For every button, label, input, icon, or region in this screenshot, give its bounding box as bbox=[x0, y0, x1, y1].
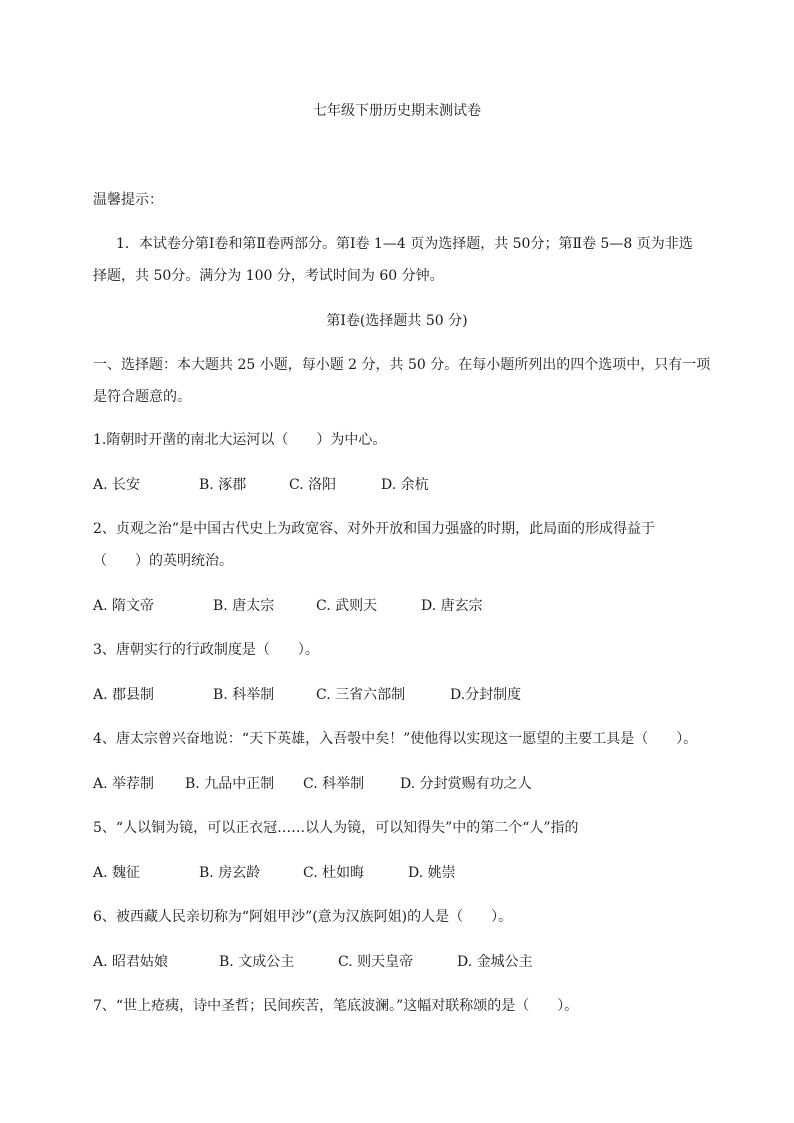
option-c: C. 三省六部制 bbox=[316, 687, 406, 703]
option-a: A. 魏征 bbox=[93, 865, 141, 881]
option-a: A. 长安 bbox=[93, 477, 141, 493]
part-instruction: 是符合题意的。 bbox=[93, 389, 191, 405]
option-d: D. 姚崇 bbox=[408, 865, 456, 881]
question-stem: （ ）的英明统治。 bbox=[93, 553, 233, 569]
option-d: D. 余杭 bbox=[381, 477, 429, 493]
option-b: B. 唐太宗 bbox=[213, 598, 275, 614]
page-title: 七年级下册历史期末测试卷 bbox=[313, 103, 481, 119]
option-d: D.分封制度 bbox=[450, 687, 522, 703]
question-stem: 6、被西藏人民亲切称为“阿姐甲沙”(意为汉族阿姐)的人是（ ）。 bbox=[93, 909, 513, 925]
option-b: B. 文成公主 bbox=[219, 954, 295, 970]
option-a: A. 郡县制 bbox=[93, 687, 155, 703]
option-c: C. 杜如晦 bbox=[303, 865, 365, 881]
option-b: B. 房玄龄 bbox=[199, 865, 261, 881]
option-b: B. 科举制 bbox=[213, 687, 275, 703]
question-stem: 1.隋朝时开凿的南北大运河以（ ）为中心。 bbox=[93, 432, 387, 448]
question-stem: 5、“人以铜为镜，可以正衣冠……以人为镜，可以知得失”中的第二个“人”指的 bbox=[93, 820, 579, 836]
question-stem: 7、“世上疮痍，诗中圣哲；民间疾苦，笔底波澜。”这幅对联称颂的是（ ）。 bbox=[93, 998, 579, 1014]
option-c: C. 则天皇帝 bbox=[338, 954, 414, 970]
tip-line: 择题，共 50分。满分为 100 分，考试时间为 60 分钟。 bbox=[93, 268, 444, 284]
option-c: C. 科举制 bbox=[303, 776, 365, 792]
question-stem: 2、贞观之治”是中国古代史上为政宽容、对外开放和国力强盛的时期，此局面的形成得益于 bbox=[93, 521, 656, 537]
part-instruction: 一、选择题：本大题共 25 小题，每小题 2 分，共 50 分。在每小题所列出的四个选项中，只有一项 bbox=[93, 357, 711, 373]
tip-line: 1．本试卷分第Ⅰ卷和第Ⅱ卷两部分。第Ⅰ卷 1—4 页为选择题，共 50分；第Ⅱ卷 5—8 页为非选 bbox=[116, 236, 693, 252]
question-stem: 3、唐朝实行的行政制度是（ ）。 bbox=[93, 642, 319, 658]
option-b: B. 涿郡 bbox=[199, 477, 247, 493]
option-b: B. 九品中正制 bbox=[185, 776, 275, 792]
option-a: A. 隋文帝 bbox=[93, 598, 155, 614]
option-a: A. 昭君姑娘 bbox=[93, 954, 169, 970]
option-a: A. 举荐制 bbox=[93, 776, 155, 792]
option-d: D. 金城公主 bbox=[457, 954, 533, 970]
option-c: C. 武则天 bbox=[316, 598, 378, 614]
option-c: C. 洛阳 bbox=[289, 477, 337, 493]
question-stem: 4、唐太宗曾兴奋地说：“天下英雄，入吾彀中矣！”使他得以实现这一愿望的主要工具是（ ）。 bbox=[93, 731, 698, 747]
option-d: D. 分封赏赐有功之人 bbox=[400, 776, 532, 792]
section-title: 第Ⅰ卷(选择题共 50 分) bbox=[326, 313, 468, 329]
tip-label: 温馨提示： bbox=[93, 192, 163, 208]
option-d: D. 唐玄宗 bbox=[421, 598, 483, 614]
